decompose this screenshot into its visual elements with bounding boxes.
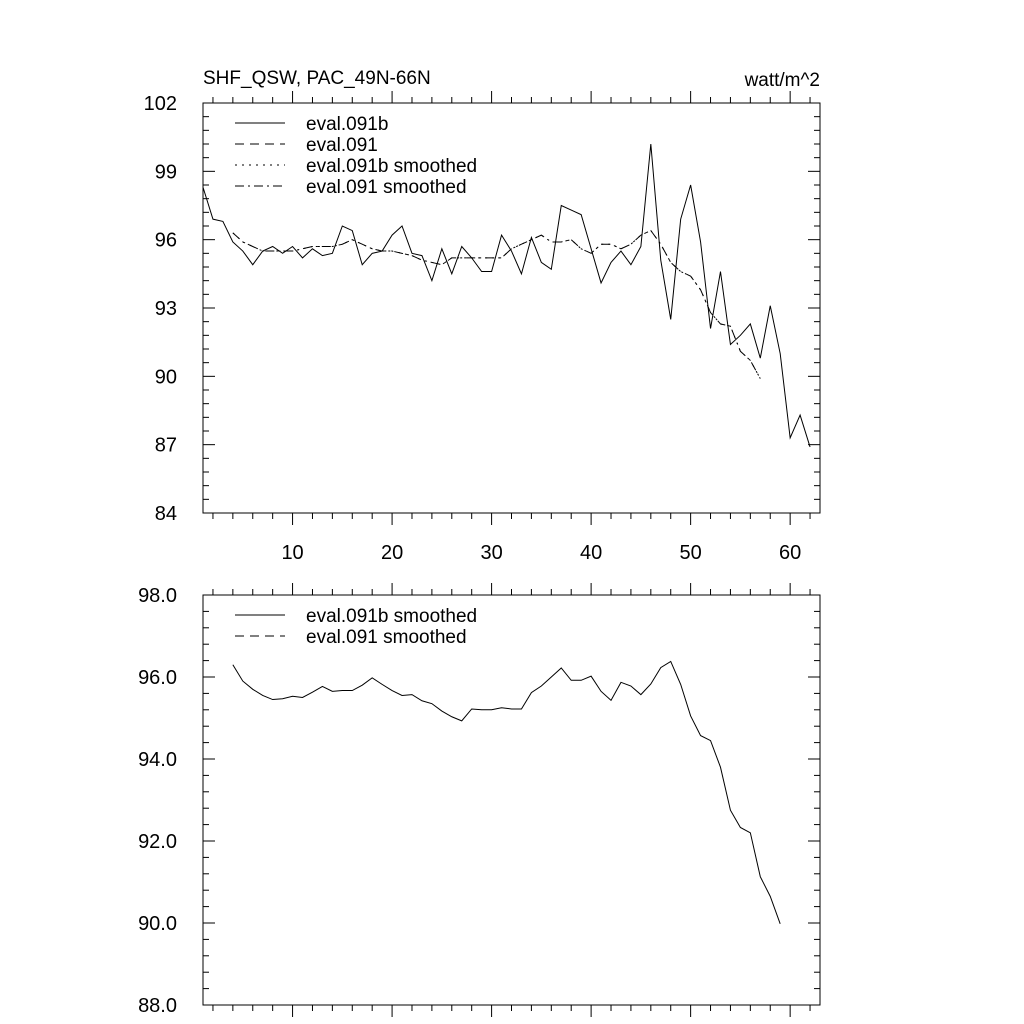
x-tick-label: 20	[380, 542, 404, 564]
y-tick-label: 99	[154, 161, 177, 184]
y-tick-label: 88.0	[138, 995, 177, 1017]
top-ticks	[144, 91, 820, 564]
x-tick-label: 50	[679, 542, 702, 564]
y-tick-label: 92.0	[138, 831, 177, 853]
x-tick-label: 30	[480, 542, 503, 564]
top-legend	[235, 114, 477, 198]
x-tick-label: 10	[281, 542, 304, 564]
top-plot-frame	[203, 103, 820, 513]
x-tick-label: 40	[579, 542, 603, 564]
bottom-series-group	[233, 661, 780, 923]
legend-label: eval.091b smoothed	[306, 606, 478, 627]
y-tick-label: 90.0	[138, 913, 177, 935]
y-tick-label: 96.0	[138, 667, 177, 689]
top-panel	[144, 68, 820, 564]
y-tick-label: 84	[154, 503, 177, 525]
y-tick-label: 102	[143, 93, 177, 115]
y-tick-label: 98.0	[138, 585, 177, 607]
series-line-eval-091b-smoothed	[233, 661, 780, 923]
y-tick-label: 90	[154, 366, 177, 389]
legend-label: eval.091b smoothed	[306, 156, 478, 177]
y-tick-label: 94.0	[138, 749, 177, 771]
units-label: watt/m^2	[744, 70, 820, 91]
legend-label: eval.091 smoothed	[306, 177, 467, 198]
legend-label: eval.091b	[306, 114, 389, 135]
y-tick-label: 93	[154, 298, 177, 320]
y-tick-label: 96	[154, 229, 177, 252]
series-line-eval-091b	[203, 144, 810, 447]
x-tick-label: 60	[779, 542, 802, 564]
legend-label: eval.091 smoothed	[306, 627, 467, 648]
legend-label: eval.091	[306, 135, 378, 156]
bottom-panel	[138, 583, 820, 1017]
top-series-group	[203, 144, 810, 447]
bottom-legend	[235, 606, 477, 648]
y-tick-label: 87	[154, 434, 177, 457]
bottom-plot-frame	[203, 595, 820, 1005]
bottom-ticks	[138, 583, 820, 1017]
chart-title: SHF_QSW, PAC_49N-66N	[203, 68, 431, 89]
